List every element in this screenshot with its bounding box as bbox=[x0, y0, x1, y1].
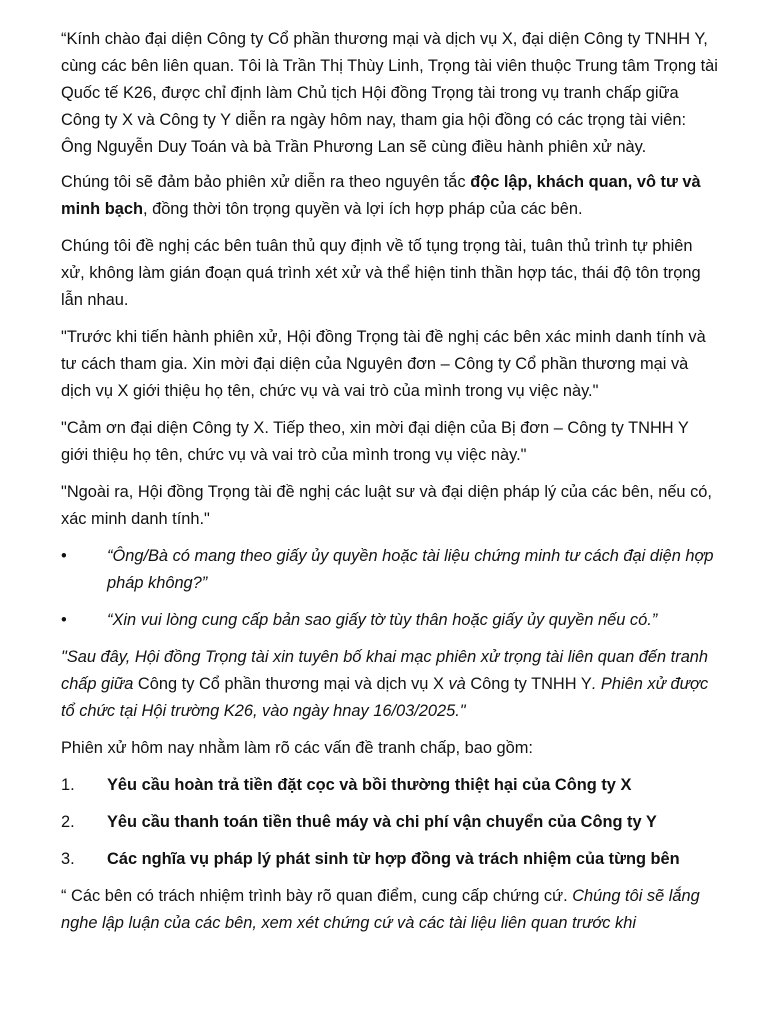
list-item bbox=[61, 607, 720, 634]
paragraph-opening-declaration bbox=[61, 644, 720, 725]
list-item bbox=[61, 809, 720, 836]
list-text: Các nghĩa vụ pháp lý phát sinh từ hợp đồng và trách nhiệm của từng bên bbox=[107, 850, 680, 868]
responsibilities-italic: Chúng tôi sẽ lắng nghe lập luận của các bên, xem xét chứng cứ và các tài liệu liên quan trước khi bbox=[61, 887, 700, 932]
list-item bbox=[61, 772, 720, 799]
declaration-italic-1: "Sau đây, Hội đồng Trọng tài xin tuyên bố khai mạc phiên xử trọng tài liên quan đến tranh chấp giữa bbox=[61, 648, 709, 693]
list-item bbox=[61, 846, 720, 873]
principles-bold: độc lập, khách quan, vô tư và minh bạch bbox=[61, 173, 701, 218]
paragraph-identity-claimant: "Trước khi tiến hành phiên xử, Hội đồng Trọng tài đề nghị các bên xác minh danh tính và tư cách tham gia. Xin mời đại diện của Nguyên đơn – Công ty Cổ phần thương mại và dịch vụ X giới thiệu họ tên, chức vụ và vai trò của mình trong vụ việc này." bbox=[61, 328, 706, 400]
paragraph-issues-intro: Phiên xử hôm nay nhằm làm rõ các vấn đề tranh chấp, bao gồm: bbox=[61, 739, 533, 757]
declaration-italic-3: . Phiên xử được tổ chức tại Hội trường K26, vào ngày hnay 16/03/2025." bbox=[61, 675, 709, 720]
list-text: Yêu cầu hoàn trả tiền đặt cọc và bồi thường thiệt hại của Công ty X bbox=[107, 776, 632, 794]
list-number: 3. bbox=[61, 850, 75, 868]
principles-text-after: , đồng thời tôn trọng quyền và lợi ích hợp pháp của các bên. bbox=[142, 200, 583, 218]
list-item bbox=[61, 543, 720, 597]
responsibilities-normal: “ Các bên có trách nhiệm trình bày rõ quan điểm, cung cấp chứng cứ. bbox=[61, 887, 573, 905]
list-text: Yêu cầu thanh toán tiền thuê máy và chi phí vận chuyển của Công ty Y bbox=[107, 813, 657, 831]
principles-text-before: Chúng tôi sẽ đảm bảo phiên xử diễn ra theo nguyên tắc bbox=[61, 173, 471, 191]
bullet-marker: • bbox=[61, 547, 67, 565]
list-number: 2. bbox=[61, 813, 75, 831]
declaration-italic-2: và bbox=[443, 675, 471, 693]
paragraph-opening: “Kính chào đại diện Công ty Cổ phần thương mại và dịch vụ X, đại diện Công ty TNHH Y, cùng các bên liên quan. Tôi là Trần Thị Thùy Linh, Trọng tài viên thuộc Trung tâm Trọng tài Quốc tế K26, được chỉ định làm Chủ tịch Hội đồng Trọng tài trong vụ tranh chấp giữa Công ty X và Công ty Y diễn ra ngày hôm nay, tham gia hội đồng có các trọng tài viên: Ông Nguyễn Duy Toán và bà Trần Phương Lan sẽ cùng điều hành phiên xử này. bbox=[61, 30, 718, 156]
paragraph-principles bbox=[61, 169, 720, 223]
paragraph-responsibilities bbox=[61, 883, 720, 937]
bullet-text: “Xin vui lòng cung cấp bản sao giấy tờ tùy thân hoặc giấy ủy quyền nếu có.” bbox=[107, 611, 658, 629]
declaration-company-x: Công ty Cổ phần thương mại và dịch vụ X bbox=[137, 675, 444, 693]
list-number: 1. bbox=[61, 776, 75, 794]
paragraph-procedure: Chúng tôi đề nghị các bên tuân thủ quy định về tố tụng trọng tài, tuân thủ trình tự phiên xử, không làm gián đoạn quá trình xét xử và thể hiện tinh thần hợp tác, thái độ tôn trọng lẫn nhau. bbox=[61, 237, 701, 309]
declaration-company-y: Công ty TNHH Y bbox=[470, 675, 592, 693]
paragraph-identity-lawyers: "Ngoài ra, Hội đồng Trọng tài đề nghị các luật sư và đại diện pháp lý của các bên, nếu có, xác minh danh tính." bbox=[61, 483, 712, 528]
bullet-marker: • bbox=[61, 611, 67, 629]
paragraph-identity-respondent: "Cảm ơn đại diện Công ty X. Tiếp theo, xin mời đại diện của Bị đơn – Công ty TNHH Y giới thiệu họ tên, chức vụ và vai trò của mình trong vụ việc này." bbox=[61, 419, 689, 464]
bullet-text: “Ông/Bà có mang theo giấy ủy quyền hoặc tài liệu chứng minh tư cách đại diện hợp pháp không?” bbox=[107, 547, 714, 592]
